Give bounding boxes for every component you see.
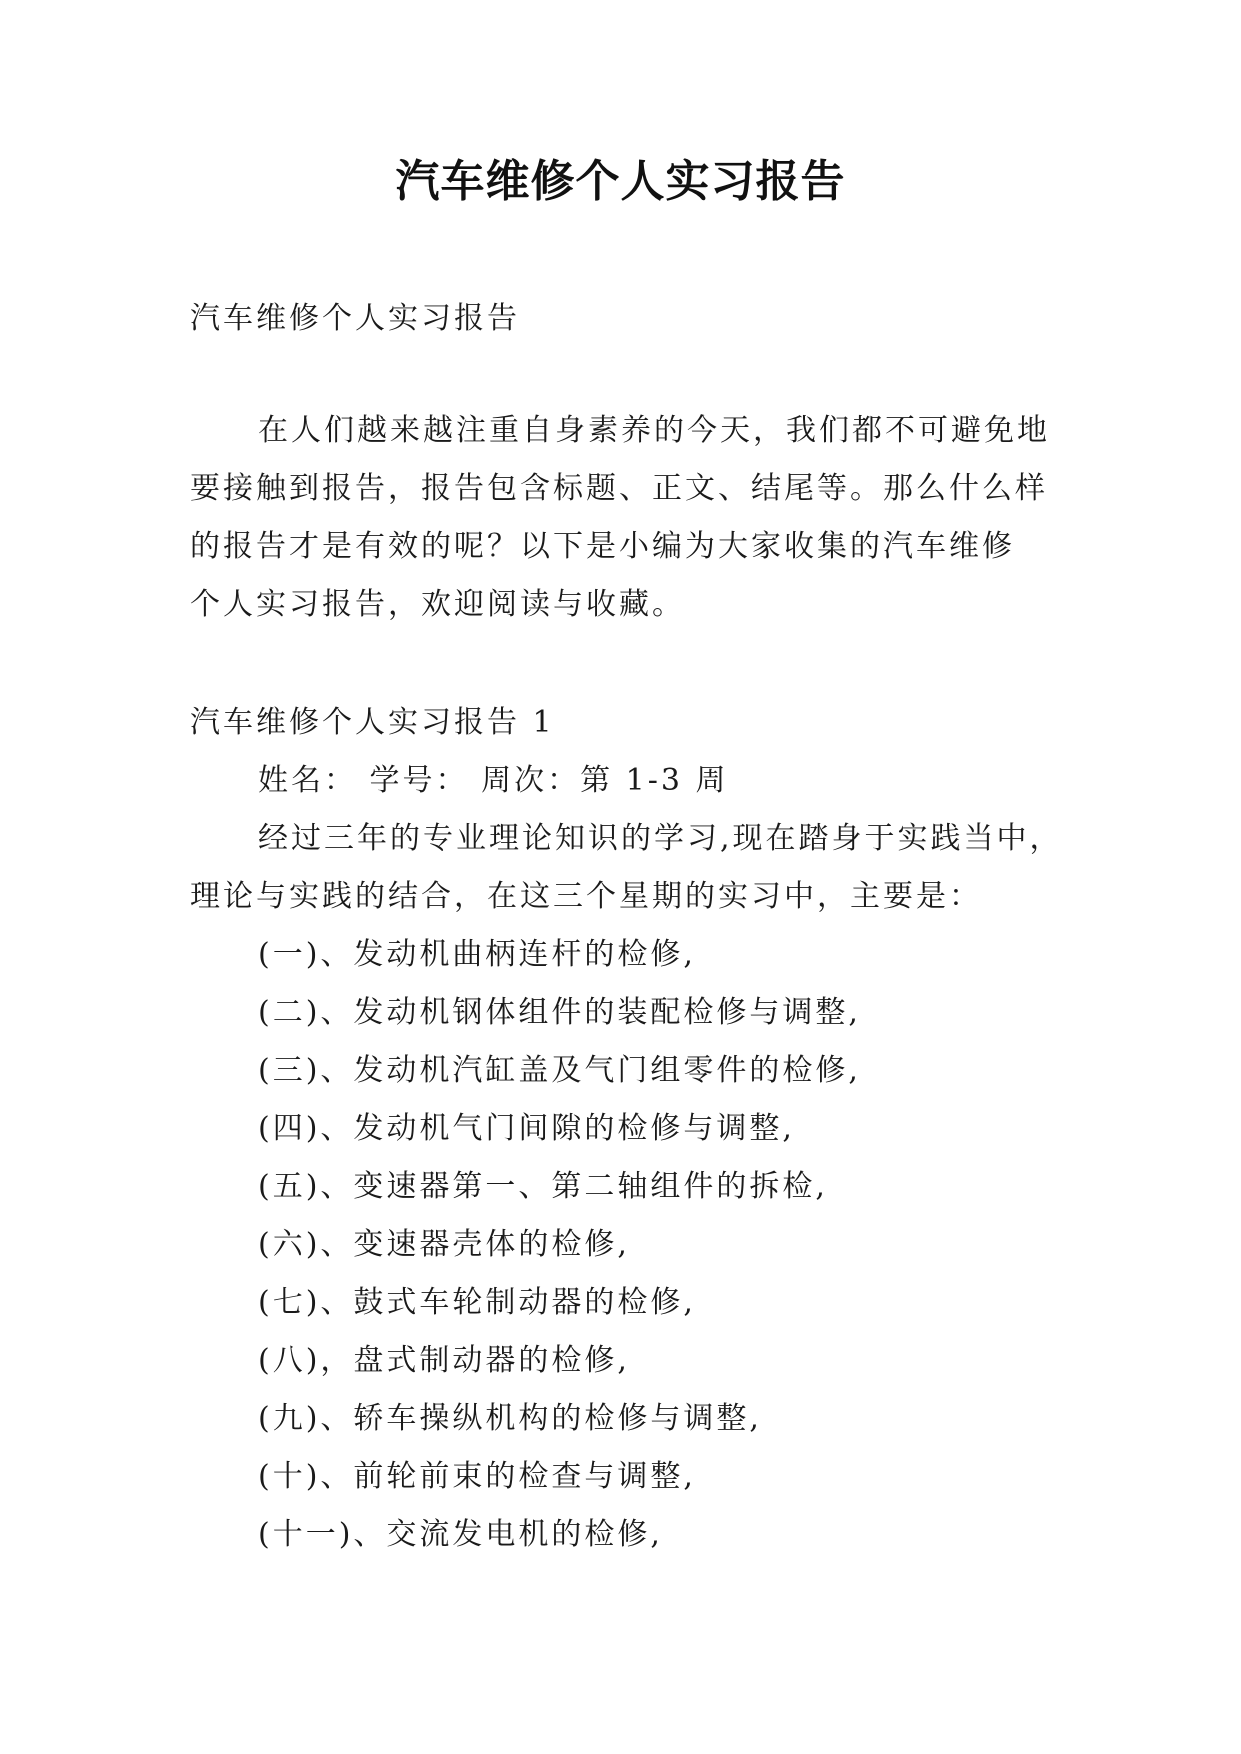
list-item: (十一)、交流发电机的检修,: [258, 1517, 663, 1552]
document-title: 汽车维修个人实习报告: [395, 156, 846, 207]
spacer: [190, 634, 1060, 694]
list-item: (八)，盘式制动器的检修,: [258, 1343, 630, 1378]
intro-paragraph-line: 个人实习报告，欢迎阅读与收藏。: [190, 587, 685, 622]
body-paragraph-line: 理论与实践的结合，在这三个星期的实习中，主要是：: [190, 879, 982, 914]
intro-paragraph-line: 要接触到报告，报告包含标题、正文、结尾等。那么什么样: [190, 471, 1048, 506]
list-item: (五)、变速器第一、第二轴组件的拆检,: [258, 1169, 828, 1204]
intro-paragraph-line: 在人们越来越注重自身素养的今天，我们都不可避免地: [258, 413, 1050, 448]
section-heading: 汽车维修个人实习报告 1: [190, 705, 555, 740]
list-item: (二)、发动机钢体组件的装配检修与调整,: [258, 995, 861, 1030]
document-subtitle: 汽车维修个人实习报告: [190, 301, 520, 336]
list-item: (一)、发动机曲柄连杆的检修,: [258, 937, 696, 972]
list-item: (三)、发动机汽缸盖及气门组零件的检修,: [258, 1053, 861, 1088]
list-item: (六)、变速器壳体的检修,: [258, 1227, 630, 1262]
list-item: (七)、鼓式车轮制动器的检修,: [258, 1285, 696, 1320]
spacer: [190, 348, 1060, 402]
intro-paragraph-line: 的报告才是有效的呢？以下是小编为大家收集的汽车维修: [190, 529, 1015, 564]
document-body: [190, 290, 1063, 1564]
list-item: (九)、轿车操纵机构的检修与调整,: [258, 1401, 762, 1436]
body-paragraph-line: 经过三年的专业理论知识的学习,现在踏身于实践当中，: [258, 821, 1063, 856]
student-info-line: 姓名： 学号： 周次：第 1-3 周: [258, 763, 729, 798]
list-item: (四)、发动机气门间隙的检修与调整,: [258, 1111, 795, 1146]
list-item: (十)、前轮前束的检查与调整,: [258, 1459, 696, 1494]
